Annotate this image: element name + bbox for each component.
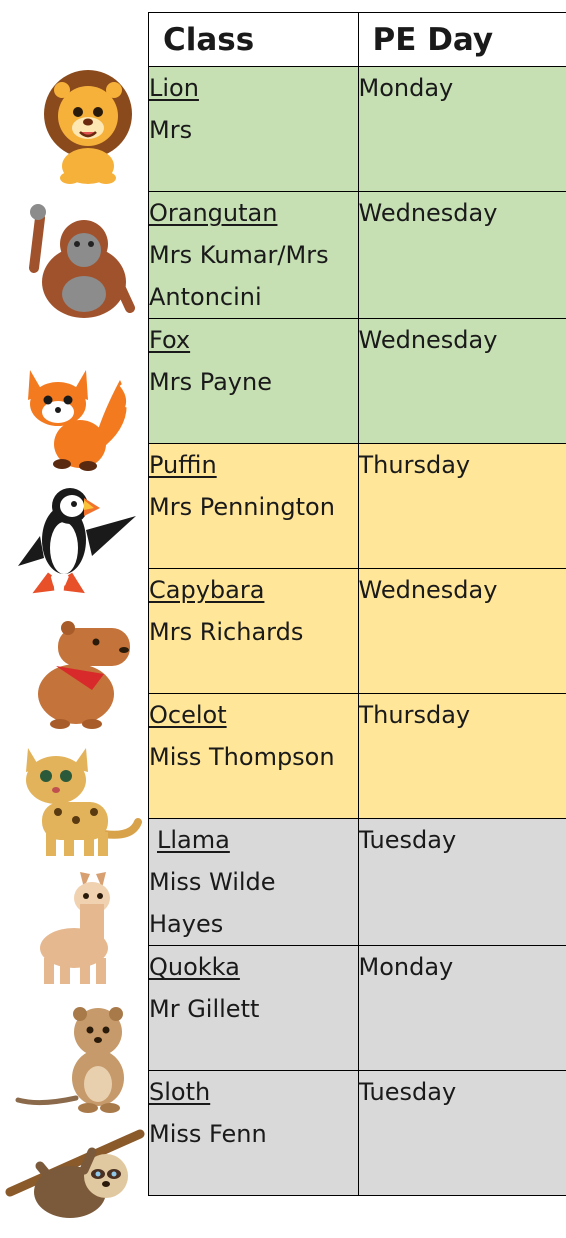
table-row — [149, 1071, 566, 1196]
pe-day-cell: Thursday — [358, 444, 566, 569]
pe-day-cell: Monday — [358, 67, 566, 192]
class-name: Orangutan — [149, 192, 358, 234]
teacher-name: Mrs Richards — [149, 611, 358, 653]
teacher-name: Miss Fenn — [149, 1113, 358, 1155]
table-row — [149, 569, 566, 694]
class-cell — [149, 569, 359, 694]
class-cell — [149, 67, 359, 192]
pe-day-cell: Wednesday — [358, 192, 566, 319]
capybara-icon — [0, 610, 148, 736]
class-cell — [149, 694, 359, 819]
class-name: Ocelot — [149, 694, 358, 736]
table-row — [149, 819, 566, 946]
pe-day-cell: Wednesday — [358, 569, 566, 694]
class-name: Capybara — [149, 569, 358, 611]
table-row — [149, 946, 566, 1071]
class-cell — [149, 319, 359, 444]
table-row — [149, 319, 566, 444]
lion-icon — [0, 62, 148, 188]
quokka-icon — [0, 994, 148, 1120]
class-cell — [149, 444, 359, 569]
llama-icon — [0, 864, 148, 990]
animal-illustrations — [0, 0, 148, 1232]
table-row — [149, 444, 566, 569]
pe-day-cell: Tuesday — [358, 1071, 566, 1196]
class-column-header: Class — [149, 13, 359, 67]
pe-day-cell: Wednesday — [358, 319, 566, 444]
pe-day-cell: Thursday — [358, 694, 566, 819]
pe-day-table — [148, 12, 566, 1196]
ocelot-icon — [0, 738, 148, 864]
teacher-name: Mrs — [149, 109, 358, 151]
pe-day-cell: Monday — [358, 946, 566, 1071]
teacher-name: Mrs Kumar/Mrs Antoncini — [149, 234, 349, 318]
fox-icon — [0, 350, 148, 476]
pe-day-cell: Tuesday — [358, 819, 566, 946]
class-name: Sloth — [149, 1071, 358, 1113]
sloth-icon — [0, 1112, 148, 1238]
teacher-name: Mrs Payne — [149, 361, 358, 403]
class-cell — [149, 946, 359, 1071]
class-name: Llama — [149, 819, 358, 861]
table-row — [149, 192, 566, 319]
teacher-name: Miss Thompson — [149, 736, 358, 778]
teacher-name: Mrs Pennington — [149, 486, 358, 528]
pe-day-column-header: PE Day — [358, 13, 566, 67]
class-cell — [149, 192, 359, 319]
table-row — [149, 67, 566, 192]
class-name: Puffin — [149, 444, 358, 486]
class-name: Fox — [149, 319, 358, 361]
teacher-name: Mr Gillett — [149, 988, 358, 1030]
class-name: Lion — [149, 67, 358, 109]
teacher-name: Miss Wilde Hayes — [149, 861, 329, 945]
table-header-row — [149, 13, 566, 67]
orangutan-icon — [0, 198, 148, 324]
class-cell — [149, 1071, 359, 1196]
table-row — [149, 694, 566, 819]
class-name: Quokka — [149, 946, 358, 988]
puffin-icon — [0, 478, 148, 604]
class-cell — [149, 819, 359, 946]
